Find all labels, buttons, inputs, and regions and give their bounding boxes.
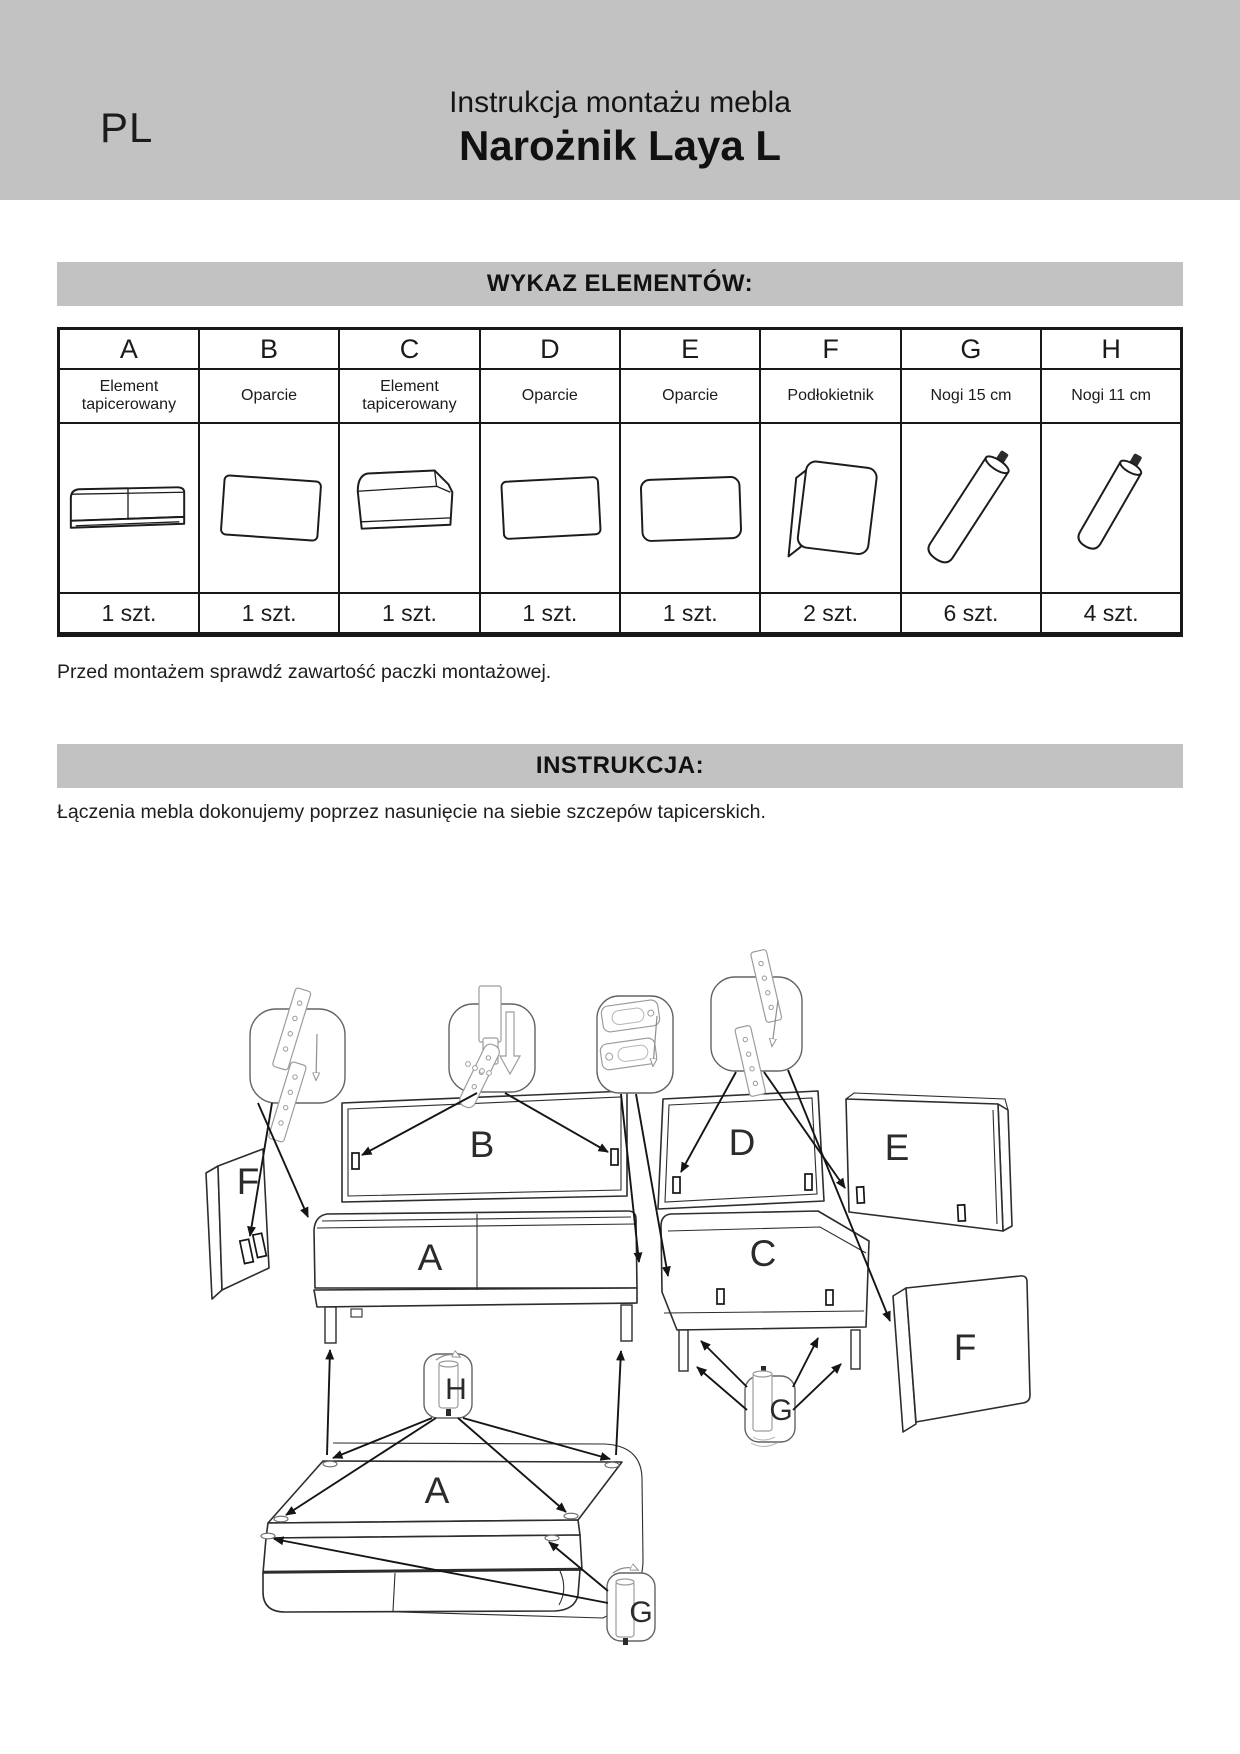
parts-table — [57, 327, 1183, 637]
part-qty: 2 szt. — [760, 593, 900, 635]
part-qty: 6 szt. — [901, 593, 1041, 635]
callout-bracket-detail-3 — [597, 996, 673, 1093]
assembly-diagram — [0, 830, 1240, 1754]
part-f-drawing — [760, 423, 900, 593]
joining-note: Łączenia mebla dokonujemy poprzez nasunięcie na siebie szczepów tapicerskich. — [57, 801, 766, 823]
callout-bracket-detail-4 — [711, 949, 802, 1097]
part-name: Element tapicerowany — [59, 369, 199, 423]
diagram-label-g-bottom: G — [629, 1596, 653, 1629]
part-d-drawing — [480, 423, 620, 593]
part-name: Nogi 15 cm — [901, 369, 1041, 423]
diagram-label-f-left: F — [236, 1161, 260, 1202]
parts-drawing-row — [59, 423, 1182, 593]
part-h-drawing — [1041, 423, 1181, 593]
diagram-label-f-right: F — [953, 1327, 977, 1368]
part-letter: E — [620, 329, 760, 370]
page-header — [0, 0, 1240, 200]
diagram-label-g-middle: G — [769, 1394, 793, 1427]
pre-assembly-note: Przed montażem sprawdź zawartość paczki montażowej. — [57, 661, 552, 683]
diagram-label-a-lower: A — [424, 1470, 450, 1511]
part-name: Oparcie — [480, 369, 620, 423]
part-c-drawing — [339, 423, 479, 593]
diagram-label-a-upper: A — [417, 1237, 443, 1278]
part-letter: H — [1041, 329, 1181, 370]
part-name: Podłokietnik — [760, 369, 900, 423]
part-qty: 1 szt. — [620, 593, 760, 635]
diagram-label-c: C — [749, 1233, 777, 1274]
part-qty: 1 szt. — [199, 593, 339, 635]
callout-bracket-detail-2 — [449, 986, 535, 1110]
part-letter: F — [760, 329, 900, 370]
diagram-label-d: D — [728, 1122, 756, 1163]
part-name: Nogi 11 cm — [1041, 369, 1181, 423]
parts-name-row — [59, 369, 1182, 423]
elements-section-title: WYKAZ ELEMENTÓW: — [57, 262, 1183, 306]
parts-qty-row — [59, 593, 1182, 635]
part-qty: 1 szt. — [480, 593, 620, 635]
part-e-drawing — [620, 423, 760, 593]
sofa-a-upper — [314, 1211, 637, 1343]
parts-letter-row — [59, 329, 1182, 370]
part-name: Oparcie — [620, 369, 760, 423]
panel-e-backrest — [846, 1093, 1012, 1231]
part-g-drawing — [901, 423, 1041, 593]
diagram-label-h: H — [445, 1373, 467, 1406]
part-name: Element tapicerowany — [339, 369, 479, 423]
part-a-drawing — [59, 423, 199, 593]
part-b-drawing — [199, 423, 339, 593]
part-letter: D — [480, 329, 620, 370]
document-subtitle: Instrukcja montażu mebla — [449, 86, 791, 119]
part-name: Oparcie — [199, 369, 339, 423]
diagram-label-b: B — [469, 1124, 495, 1165]
part-qty: 1 szt. — [339, 593, 479, 635]
part-letter: G — [901, 329, 1041, 370]
diagram-label-e: E — [884, 1127, 910, 1168]
page-title: Narożnik Laya L — [458, 122, 782, 169]
instructions-section-title: INSTRUKCJA: — [57, 744, 1183, 788]
language-code: PL — [100, 104, 154, 151]
part-letter: B — [199, 329, 339, 370]
sofa-a-lower-flipped — [261, 1443, 643, 1618]
part-qty: 4 szt. — [1041, 593, 1181, 635]
part-letter: A — [59, 329, 199, 370]
part-qty: 1 szt. — [59, 593, 199, 635]
part-letter: C — [339, 329, 479, 370]
